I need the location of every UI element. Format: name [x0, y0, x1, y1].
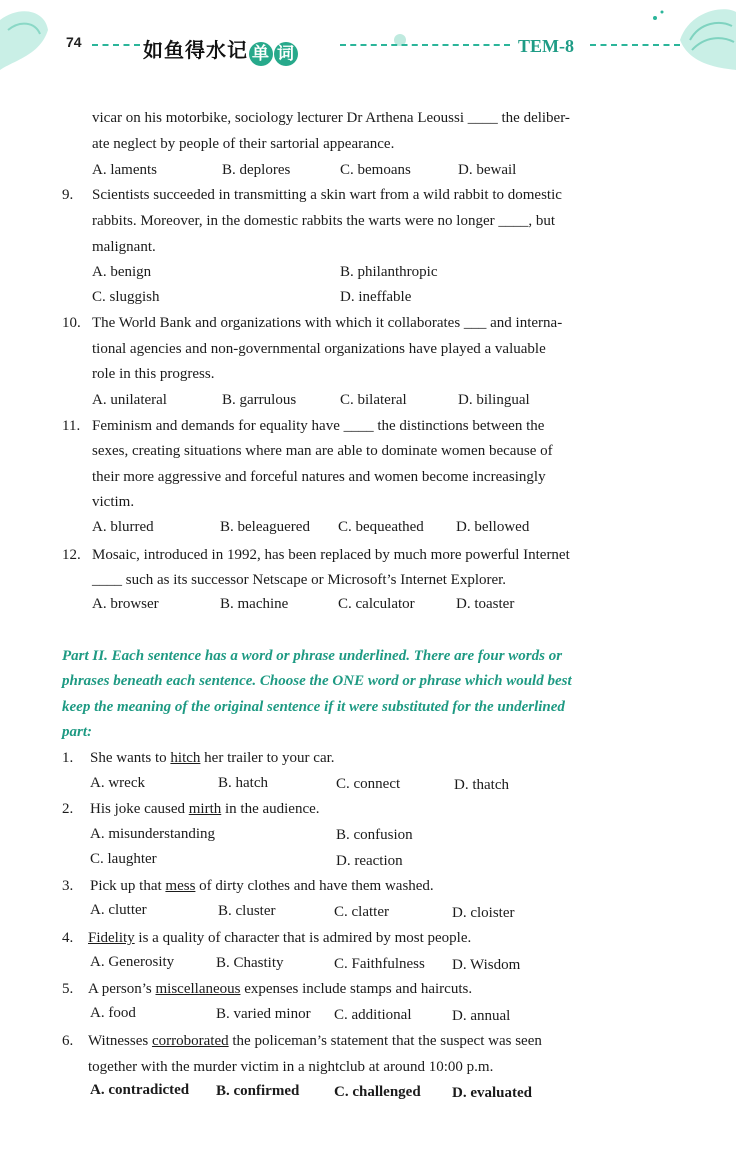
answer-option: A. browser [92, 596, 159, 612]
sentence-post: is a quality of character that is admired by most people. [134, 930, 472, 946]
answer-option: C. clatter [334, 904, 389, 920]
answer-option: D. ineffable [340, 289, 412, 305]
book-title [143, 34, 298, 66]
header-divider [590, 44, 680, 46]
answer-option: A. clutter [90, 902, 147, 918]
sentence-pre: Witnesses [88, 1033, 152, 1049]
question-text-line: Scientists succeeded in transmitting a skin wart from a wild rabbit to domestic [92, 187, 562, 203]
answer-option: B. Chastity [216, 955, 284, 971]
page-header [0, 0, 736, 90]
part-instruction-line: phrases beneath each sentence. Choose the ONE word or phrase which would best [62, 673, 572, 689]
sentence-pre: His joke caused [90, 801, 189, 817]
question-sentence [90, 800, 320, 818]
answer-option: D. bilingual [458, 392, 530, 408]
underlined-word: hitch [170, 750, 201, 766]
answer-option: A. unilateral [92, 392, 167, 408]
question-text-line: ____ such as its successor Netscape or Microsoft’s Internet Explorer. [92, 572, 507, 588]
answer-option: A. benign [92, 264, 152, 280]
answer-option: C. bemoans [340, 162, 411, 178]
question-text-line: The World Bank and organizations with which it collaborates ___ and interna- [92, 315, 563, 331]
exam-label: TEM-8 [518, 36, 574, 56]
question-text-line: Mosaic, introduced in 1992, has been replaced by much more powerful Internet [92, 547, 570, 563]
answer-option: B. philanthropic [340, 264, 438, 280]
sentence-pre: She wants to [90, 750, 171, 766]
underlined-word: Fidelity [88, 930, 135, 946]
question-text-line: Feminism and demands for equality have ____ the distinctions between the [92, 418, 545, 434]
sentence-pre: A person’s [88, 981, 156, 997]
answer-option: D. reaction [336, 853, 403, 869]
answer-option: A. contradicted [90, 1082, 190, 1098]
underlined-word: miscellaneous [155, 981, 241, 997]
question-text-line: victim. [92, 494, 135, 510]
underlined-word: mirth [188, 801, 222, 817]
answer-option: D. toaster [456, 596, 515, 612]
question-number: 6. [62, 1033, 74, 1049]
answer-option: C. laughter [90, 851, 157, 867]
question-text-line: vicar on his motorbike, sociology lecturer Dr Arthena Leoussi ____ the deliber- [92, 110, 570, 126]
question-sentence [88, 1032, 542, 1050]
answer-option: D. bellowed [456, 519, 530, 535]
sentence-post: the policeman’s statement that the suspect was seen [228, 1033, 542, 1049]
question-text-line: ate neglect by people of their sartorial appearance. [92, 136, 395, 152]
answer-option: B. garrulous [222, 392, 297, 408]
question-text-line: tional agencies and non-governmental organizations have played a valuable [92, 341, 546, 357]
sentence-post: in the audience. [221, 801, 320, 817]
question-number: 5. [62, 981, 74, 997]
question-text-line: together with the murder victim in a nightclub at around 10:00 p.m. [88, 1059, 494, 1075]
answer-option: B. confusion [336, 827, 413, 843]
header-divider [340, 44, 510, 46]
title-bubble-char: 单 [249, 42, 273, 66]
answer-option: C. challenged [334, 1084, 421, 1100]
answer-option: D. bewail [458, 162, 517, 178]
answer-option: D. annual [452, 1008, 511, 1024]
answer-option: A. misunderstanding [90, 826, 215, 842]
question-text-line: malignant. [92, 239, 156, 255]
answer-option: D. Wisdom [452, 957, 521, 973]
part-instruction-line: part: [62, 724, 92, 740]
question-sentence [90, 749, 335, 767]
answer-option: C. connect [336, 776, 401, 792]
answer-option: B. confirmed [216, 1083, 300, 1099]
question-text-line: sexes, creating situations where man are able to dominate women because of [92, 443, 553, 459]
question-number: 3. [62, 878, 74, 894]
underlined-word: mess [165, 878, 196, 894]
answer-option: B. hatch [218, 775, 268, 791]
answer-option: A. food [90, 1005, 136, 1021]
answer-option: B. cluster [218, 903, 276, 919]
underlined-word: corroborated [151, 1033, 229, 1049]
answer-option: C. Faithfulness [334, 956, 425, 972]
sentence-post: of dirty clothes and have them washed. [195, 878, 434, 894]
answer-option: C. bequeathed [338, 519, 424, 535]
question-sentence [88, 929, 471, 947]
answer-option: B. machine [220, 596, 289, 612]
question-number: 12. [62, 547, 81, 563]
answer-option: B. beleaguered [220, 519, 310, 535]
question-number: 2. [62, 801, 74, 817]
question-number: 11. [62, 418, 81, 434]
question-text-line: their more aggressive and forceful natures and women become increasingly [92, 469, 546, 485]
question-number: 9. [62, 187, 74, 203]
answer-option: A. laments [92, 162, 157, 178]
answer-option: A. Generosity [90, 954, 175, 970]
book-title-text: 如鱼得水记 [143, 38, 248, 62]
question-number: 4. [62, 930, 74, 946]
question-number: 10. [62, 315, 81, 331]
answer-option: C. bilateral [340, 392, 407, 408]
answer-option: D. cloister [452, 905, 515, 921]
answer-option: A. wreck [90, 775, 145, 791]
answer-option: C. additional [334, 1007, 412, 1023]
header-divider [92, 44, 140, 46]
answer-option: D. thatch [454, 777, 509, 793]
question-text-line: rabbits. Moreover, in the domestic rabbits the warts were no longer ____, but [92, 213, 556, 229]
part-instruction-line: keep the meaning of the original sentence if it were substituted for the underlined [62, 699, 565, 715]
answer-option: A. blurred [92, 519, 154, 535]
sentence-post: her trailer to your car. [200, 750, 335, 766]
answer-option: B. deplores [222, 162, 291, 178]
sentence-post: expenses include stamps and haircuts. [240, 981, 473, 997]
answer-option: C. sluggish [92, 289, 160, 305]
answer-option: B. varied minor [216, 1006, 311, 1022]
answer-option: D. evaluated [452, 1085, 532, 1101]
answer-option: C. calculator [338, 596, 415, 612]
title-bubble-char: 词 [274, 42, 298, 66]
page-number: 74 [66, 34, 82, 50]
question-text-line: role in this progress. [92, 366, 215, 382]
part-instruction-line: Part II. Each sentence has a word or phrase underlined. There are four words or [62, 648, 563, 664]
sentence-pre: Pick up that [90, 878, 166, 894]
question-number: 1. [62, 750, 74, 766]
question-sentence [90, 877, 434, 895]
question-sentence [88, 980, 472, 998]
